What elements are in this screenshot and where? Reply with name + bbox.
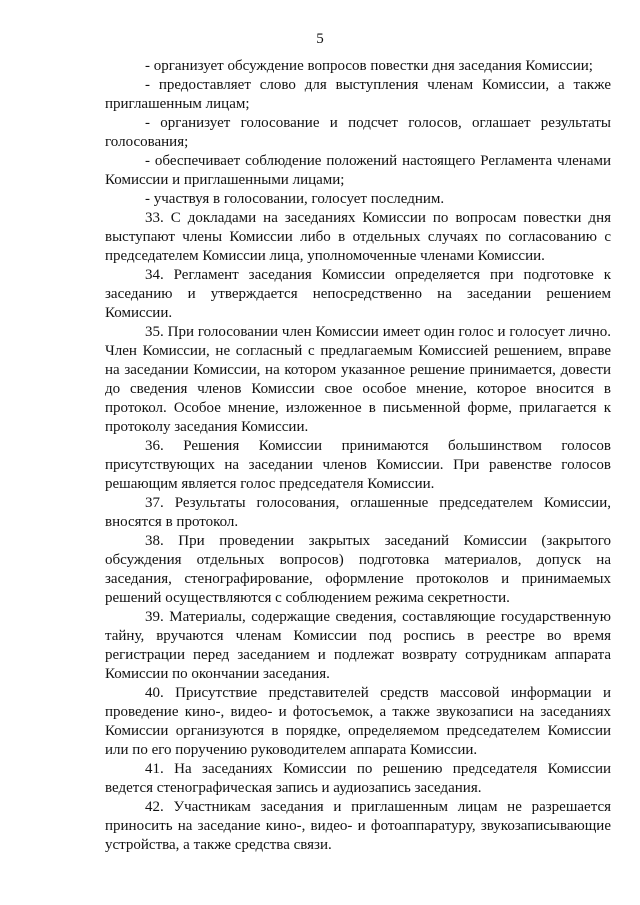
paragraph-chair-gives-floor: - предоставляет слово для выступления членам Комиссии, а также приглашенным лицам; [105, 77, 611, 112]
paragraph-chair-organizes-discussion: - организует обсуждение вопросов повестки дня заседания Комиссии; [145, 58, 593, 74]
page-number: 5 [316, 31, 324, 47]
paragraph-37: 37. Результаты голосования, оглашенные председателем Комиссии, вносятся в протокол. [105, 495, 611, 530]
paragraph-34: 34. Регламент заседания Комиссии определяется при подготовке к заседанию и утверждается непосредственно на заседании решением Комиссии. [105, 267, 611, 321]
paragraph-chair-organizes-voting: - организует голосование и подсчет голосов, оглашает результаты голосования; [105, 115, 611, 150]
paragraph-40: 40. Присутствие представителей средств массовой информации и проведение кино-, видео- и фотосъемок, а также звукозаписи на заседаниях Комиссии организуются в порядке, определяемом председателем Комиссии или по его поручению руководителем аппарата Комиссии. [105, 685, 611, 758]
paragraph-42: 42. Участникам заседания и приглашенным лицам не разрешается приносить на заседание кино-, видео- и фотоаппаратуру, звукозаписывающие устройства, а также средства связи. [105, 799, 611, 853]
paragraph-35: 35. При голосовании член Комиссии имеет один голос и голосует лично. Член Комиссии, не согласный с предлагаемым Комиссией решением, вправе на заседании Комиссии, на котором указанное решение принимается, довести до сведения членов Комиссии свое особое мнение, которое вносится в протокол. Особое мнение, изложенное в письменной форме, прилагается к протоколу заседания Комиссии. [105, 324, 611, 435]
paragraph-41: 41. На заседаниях Комиссии по решению председателя Комиссии ведется стенографическая запись и аудиозапись заседания. [105, 761, 611, 796]
paragraph-36: 36. Решения Комиссии принимаются большинством голосов присутствующих на заседании членов Комиссии. При равенстве голосов решающим является голос председателя Комиссии. [105, 438, 611, 492]
document-body [105, 57, 611, 855]
paragraph-38: 38. При проведении закрытых заседаний Комиссии (закрытого обсуждения отдельных вопросов) подготовка материалов, допуск на заседания, стенографирование, оформление протоколов и принимаемых решений осуществляются с соблюдением режима секретности. [105, 533, 611, 606]
paragraph-33: 33. С докладами на заседаниях Комиссии по вопросам повестки дня выступают члены Комиссии либо в отдельных случаях по согласованию с председателем Комиссии лица, уполномоченные членами Комиссии. [105, 210, 611, 264]
paragraph-chair-votes-last: - участвуя в голосовании, голосует последним. [145, 191, 445, 207]
paragraph-chair-ensures-compliance: - обеспечивает соблюдение положений настоящего Регламента членами Комиссии и приглашенными лицами; [105, 153, 611, 188]
paragraph-39: 39. Материалы, содержащие сведения, составляющие государственную тайну, вручаются членам Комиссии под роспись в реестре во время регистрации перед заседанием и подлежат возврату сотрудникам аппарата Комиссии по окончании заседания. [105, 609, 611, 682]
